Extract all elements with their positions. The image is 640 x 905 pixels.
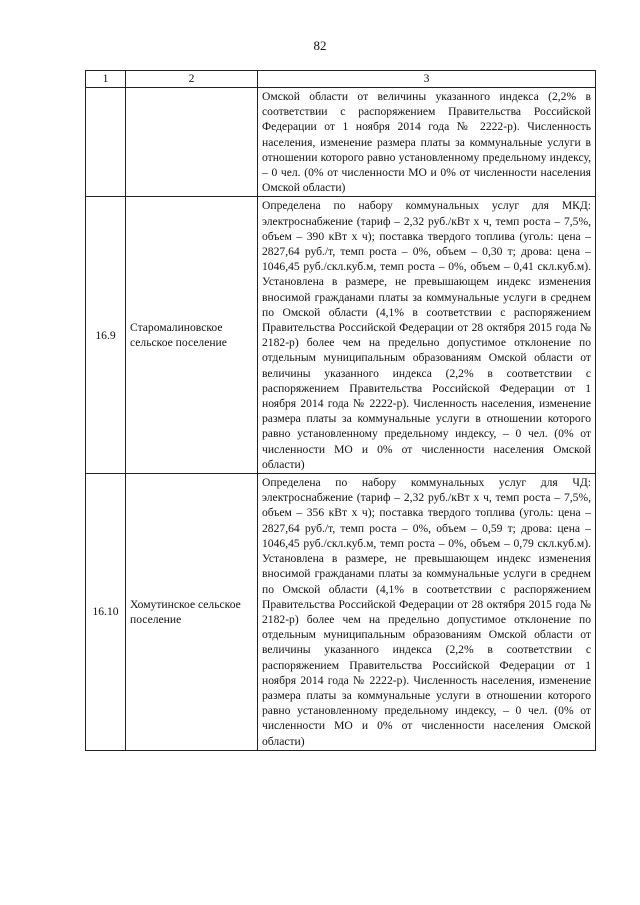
description-line: установленному предельному индексу, – 0 чел. (0% <box>297 427 574 441</box>
table-row <box>86 88 596 197</box>
description-line: Правительства Российской Федерации от 28 октября <box>262 597 526 611</box>
description-line: отклонение по отдельным муниципальным образованиям <box>262 612 591 642</box>
row-number-cell: 16.10 <box>86 474 126 751</box>
description-line: Численность населения, изменение размера платы <box>262 397 591 426</box>
description-line: в соответствии с распоряжением Правительства <box>262 643 591 672</box>
description-text <box>262 475 591 749</box>
description-line: Омской области) <box>262 442 591 471</box>
table-body <box>86 88 596 751</box>
description-line: за коммунальные услуги в отношении которого равно <box>262 135 591 164</box>
column-header-1: 1 <box>86 71 126 88</box>
description-line: Численность населения, изменение размера платы <box>262 673 591 702</box>
data-table <box>85 70 596 751</box>
description-line: в соответствии с распоряжением Правительства <box>262 90 591 119</box>
description-text <box>262 89 591 195</box>
description-line: Омской области от величины указанного индекса (2,2% <box>262 351 591 380</box>
description-line: не превышающем индекс изменения вносимой <box>262 552 591 581</box>
column-header-3: 3 <box>258 71 596 88</box>
description-line: 0,59 т; дрова: цена – 1046,45 руб./скл.куб.м, темп роста – <box>262 521 591 550</box>
description-line: электроснабжение (тариф – 2,32 руб./кВт х ч, темп роста – <box>262 491 561 505</box>
description-line: 0,30 т; дрова: цена – 1046,45 руб./скл.куб.м, темп роста – <box>262 245 591 274</box>
settlement-name-cell: Старомалиновское сельское поселение <box>126 197 258 474</box>
description-line: Численность населения, изменение размера платы <box>262 120 591 149</box>
description-cell <box>258 474 596 751</box>
description-line: отклонение по отдельным муниципальным образованиям <box>262 336 591 365</box>
description-text <box>262 198 591 472</box>
column-header-2: 2 <box>126 71 258 88</box>
description-line: 0%, объем – 0,79 скл.куб.м). Установлена в размере, <box>262 536 592 566</box>
description-line: Омской области) <box>262 719 591 748</box>
description-line: Правительства Российской Федерации от 28 октября <box>262 321 526 335</box>
page-number: 82 <box>313 38 327 53</box>
table-row <box>86 474 596 751</box>
description-line: Определена по набору коммунальных услуг для МКД: <box>262 199 591 213</box>
description-line: Омской области от величины указанного индекса (2,2% <box>262 90 577 103</box>
description-line: (уголь: цена – 2827,64 руб./т, темп роста – 0%, объем – <box>262 229 591 259</box>
description-line: за коммунальные услуги в отношении которого равно <box>262 412 591 441</box>
description-line: установленному предельному индексу, – 0 чел. (0% <box>297 704 574 718</box>
description-line: 0%, объем – 0,41 скл.куб.м). Установлена в размере, <box>262 260 592 289</box>
description-line: электроснабжение (тариф – 2,32 руб./кВт х ч, темп роста – <box>262 214 561 228</box>
description-line: Определена по набору коммунальных услуг для ЧД: <box>262 476 591 490</box>
row-number-cell: 16.9 <box>86 197 126 474</box>
description-line: Российской Федерации от 1 ноября 2014 года № 2222-р). <box>262 658 591 687</box>
description-line: от численности МО и 0% от численности населения <box>262 704 591 733</box>
settlement-name-cell <box>126 88 258 197</box>
description-line: (уголь: цена – 2827,64 руб./т, темп роста – 0%, объем – <box>262 506 591 535</box>
description-line: 2015 года № 2182-р) более чем на предельно допустимое <box>262 321 591 350</box>
description-line: Омской области от величины указанного индекса (2,2% <box>262 628 591 657</box>
description-line: 2015 года № 2182-р) более чем на предельно допустимое <box>262 597 591 626</box>
description-line: Российской Федерации от 1 ноября 2014 года № 2222-р). <box>262 105 591 134</box>
description-line: по Омской области (4,1% в соответствии с распоряжением <box>262 305 591 319</box>
description-line: 7,5%, объем – 356 кВт х ч); поставка твердого топлива <box>262 491 592 520</box>
description-line: не превышающем индекс изменения вносимой <box>262 275 591 304</box>
row-number-cell <box>86 88 126 197</box>
description-line: от численности МО и 0% от численности населения <box>327 166 592 180</box>
description-line: в соответствии с распоряжением Правительства <box>262 366 591 395</box>
description-line: Российской Федерации от 1 ноября 2014 года № 2222-р). <box>262 381 591 411</box>
description-cell <box>258 197 596 474</box>
description-line: за коммунальные услуги в отношении которого равно <box>262 688 591 718</box>
description-line: гражданами платы за коммунальные услуги в среднем <box>314 290 591 304</box>
table-header-row <box>86 71 596 88</box>
description-line: по Омской области (4,1% в соответствии с распоряжением <box>262 582 591 596</box>
settlement-name-cell: Хомутинское сельское поселение <box>126 474 258 751</box>
table-row <box>86 197 596 474</box>
description-line: гражданами платы за коммунальные услуги в среднем <box>314 567 591 581</box>
description-line: 7,5%, объем – 390 кВт х ч); поставка твердого топлива <box>262 214 592 243</box>
description-line: от численности МО и 0% от численности населения <box>262 427 591 456</box>
description-line: Омской области) <box>262 181 346 195</box>
description-cell <box>258 88 596 197</box>
description-line: установленному предельному индексу, – 0 чел. (0% <box>262 150 591 180</box>
